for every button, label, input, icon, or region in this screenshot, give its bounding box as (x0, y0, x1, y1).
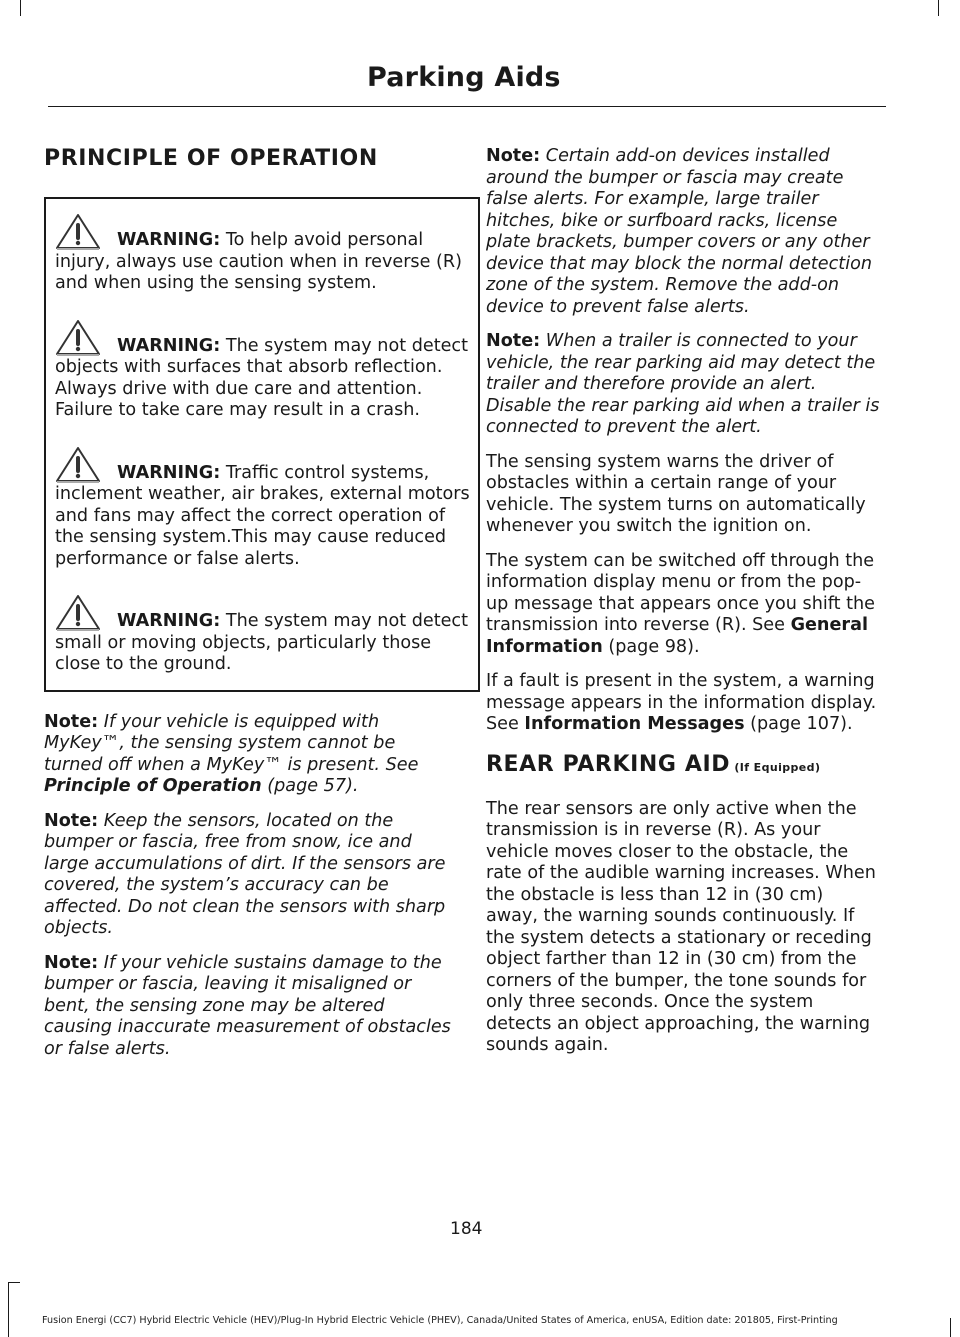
note-label: Note: (486, 146, 541, 166)
note-trailer (486, 331, 880, 439)
warning-label: WARNING: (117, 611, 221, 631)
warning-item (55, 446, 470, 571)
note-label: Note: (486, 331, 541, 351)
footer-text: Fusion Energi (CC7) Hybrid Electric Vehicle (HEV)/Plug-In Hybrid Electric Vehicle (PHEV), Canada/United States of America, enUSA, Edition date: 201805, First-Printing (42, 1315, 838, 1326)
crop-mark (8, 1282, 9, 1337)
note-damage (44, 953, 454, 1061)
header-divider (48, 106, 886, 107)
page-reference: (page 57). (261, 776, 359, 796)
warning-box (44, 197, 480, 692)
warning-triangle-icon (55, 446, 101, 484)
note-text: When a trailer is connected to your vehicle, the rear parking aid may detect the trailer and therefore provide an alert. Disable the rear parking aid when a trailer is connected to prevent the alert. (486, 331, 880, 437)
paragraph-sensing-system: The sensing system warns the driver of obstacles within a certain range of your vehicle. The system turns on automatically whenever you switch the ignition on. (486, 451, 866, 536)
warning-triangle-icon (55, 319, 101, 357)
paragraph-text: If a fault is present in the system, a warning message appears in the information display. See (486, 671, 877, 734)
warning-text: The system may not detect small or moving objects, particularly those close to the ground. (55, 611, 468, 674)
crop-mark (950, 1318, 951, 1337)
warning-label: WARNING: (117, 462, 221, 483)
left-column (44, 146, 470, 1073)
cross-reference-link[interactable]: Information Messages (524, 714, 745, 734)
note-label: Note: (44, 952, 99, 973)
note-label: Note: (44, 810, 99, 831)
section-title-suffix: (If Equipped) (730, 760, 821, 774)
section-title-rear-parking-aid (486, 752, 880, 777)
crop-mark (938, 0, 939, 16)
note-text: If your vehicle sustains damage to the bumper or fascia, leaving it misaligned or bent, the sensing zone may be altered causing inaccurate measurement of obstacles or false alerts. (44, 952, 451, 1059)
warning-item (55, 213, 470, 295)
note-sensors (44, 811, 454, 940)
paragraph-switch-off (486, 551, 880, 659)
cross-reference-link[interactable]: Principle of Operation (44, 776, 262, 796)
section-title-principle: PRINCIPLE OF OPERATION (44, 146, 378, 171)
note-text: Keep the sensors, located on the bumper or fascia, free from snow, ice and large accumulations of dirt. If the sensors are covered, the system’s accuracy can be affected. Do not clean the sensors with sharp objects. (44, 810, 446, 938)
right-column (486, 146, 880, 1070)
warning-item (55, 594, 470, 676)
page-reference: (page 107). (744, 714, 853, 734)
page-reference: (page 98). (602, 636, 700, 657)
crop-mark (20, 0, 21, 16)
warning-text: To help avoid personal injury, always use caution when in reverse (R) and when using the sensing system. (55, 230, 462, 293)
note-label: Note: (44, 711, 99, 732)
warning-triangle-icon (55, 594, 101, 632)
warning-item (55, 319, 470, 422)
page-title: Parking Aids (367, 62, 561, 93)
page-number: 184 (450, 1219, 483, 1239)
warning-label: WARNING: (117, 335, 221, 356)
section-title-text: REAR PARKING AID (486, 751, 731, 777)
note-add-on-devices (486, 146, 880, 318)
warning-triangle-icon (55, 213, 101, 251)
note-text: Certain add-on devices installed around the bumper or fascia may create false alerts. For example, large trailer hitches, bike or surfboard racks, license plate brackets, bumper covers or any other device that may block the normal detection zone of the system. Remove the add-on device to prevent false alerts. (486, 146, 873, 317)
warning-text: The system may not detect objects with surfaces that absorb reflection. Always drive with due care and attention. Failure to take care may result in a crash. (55, 335, 468, 420)
paragraph-text: The system can be switched off through the information display menu or from the pop-up message that appears once you shift the transmission into reverse (R). See (486, 550, 875, 635)
paragraph-rear-sensors: The rear sensors are only active when the transmission is in reverse (R). As your vehicle moves closer to the obstacle, the rate of the audible warning increases. When the obstacle is less than 12 in (30 cm) away, the warning sounds continuously. If the system detects a stationary or receding object farther than 12 in (30 cm) from the corners of the bumper, the tone sounds for only three seconds. Once the system detects an object approaching, the warning sounds again. (486, 798, 876, 1055)
warning-label: WARNING: (117, 230, 221, 250)
cross-reference-link[interactable]: General Information (486, 615, 868, 657)
paragraph-fault (486, 671, 880, 736)
note-text: If your vehicle is equipped with MyKey™, the sensing system cannot be turned off when a MyKey™ is present. See (44, 711, 419, 775)
warning-text: Traffic control systems, inclement weather, air brakes, external motors and fans may affect the correct operation of the sensing system.This may cause reduced performance or false alerts. (55, 462, 470, 569)
note-mykey (44, 712, 454, 798)
crop-mark (8, 1282, 20, 1283)
